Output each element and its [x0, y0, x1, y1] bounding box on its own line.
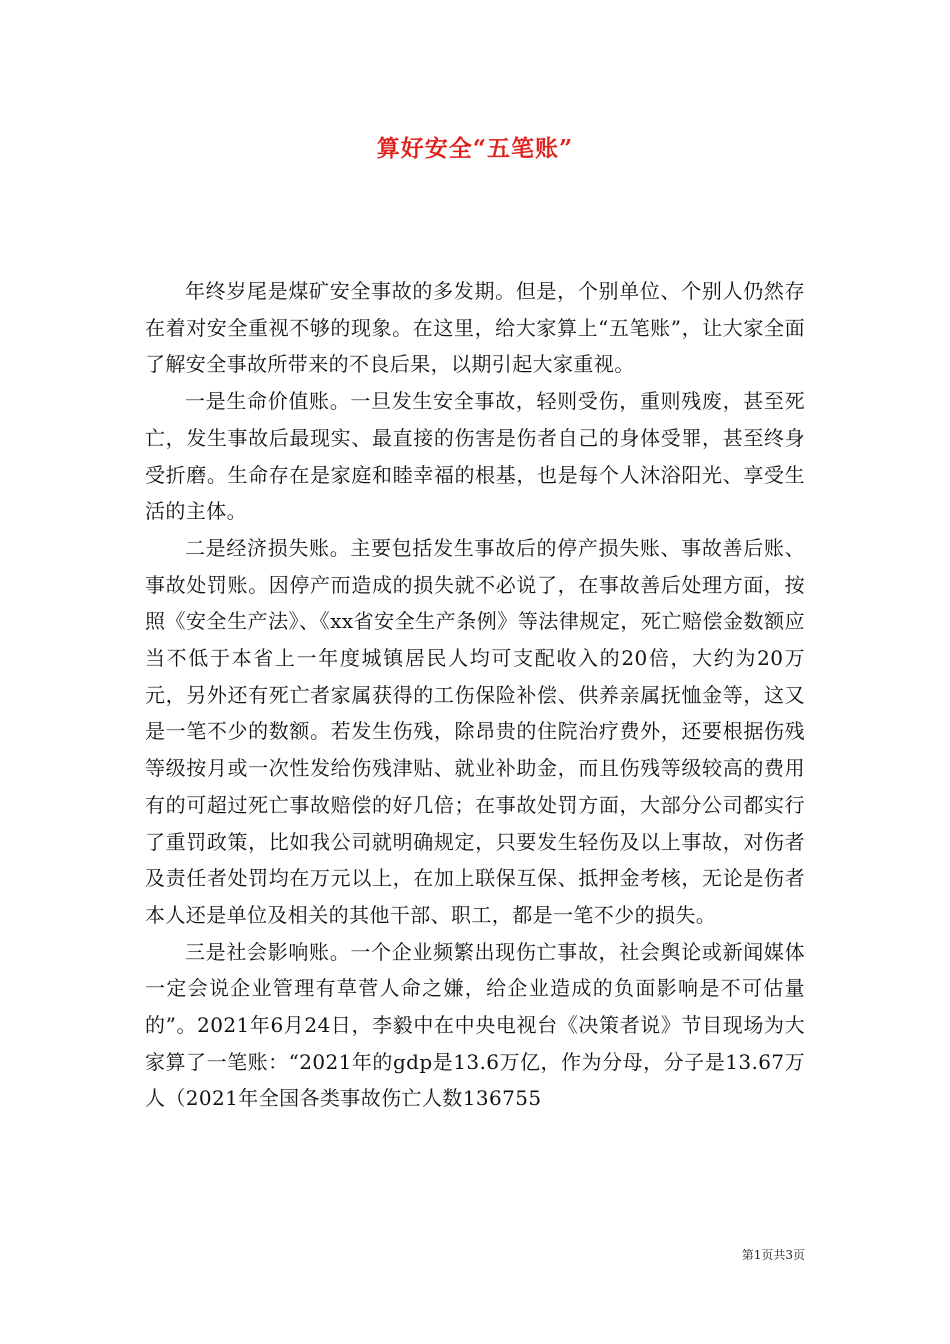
document-body	[145, 273, 805, 1117]
paragraph-intro: 年终岁尾是煤矿安全事故的多发期。但是，个别单位、个别人仍然存在着对安全重视不够的现象。在这里，给大家算上“五笔账”，让大家全面了解安全事故所带来的不良后果，以期引起大家重视。	[145, 279, 805, 377]
paragraph-economic-loss: 二是经济损失账。主要包括发生事故后的停产损失账、事故善后账、事故处罚账。因停产而造成的损失就不必说了，在事故善后处理方面，按照《安全生产法》、《xx省安全生产条例》等法律规定，死亡赔偿金数额应当不低于本省上一年度城镇居民人均可支配收入的20倍，大约为20万元，另外还有死亡者家属获得的工伤保险补偿、供养亲属抚恤金等，这又是一笔不少的数额。若发生伤残，除昂贵的住院治疗费外，还要根据伤残等级按月或一次性发给伤残津贴、就业补助金，而且伤残等级较高的费用有的可超过死亡事故赔偿的好几倍；在事故处罚方面，大部分公司都实行了重罚政策，比如我公司就明确规定，只要发生轻伤及以上事故，对伤者及责任者处罚均在万元以上，在加上联保互保、抵押金考核，无论是伤者本人还是单位及相关的其他干部、职工，都是一笔不少的损失。	[145, 535, 805, 927]
document-title: 算好安全“五笔账”	[376, 135, 574, 162]
page-number-label: 第1页共3页	[741, 1248, 805, 1262]
paragraph-life-value: 一是生命价值账。一旦发生安全事故，轻则受伤，重则残废，甚至死亡，发生事故后最现实、最直接的伤害是伤者自己的身体受罪，甚至终身受折磨。生命存在是家庭和睦幸福的根基，也是每个人沐浴阳光、享受生活的主体。	[145, 389, 805, 524]
paragraph-social-impact: 三是社会影响账。一个企业频繁出现伤亡事故，社会舆论或新闻媒体一定会说企业管理有草菅人命之嫌，给企业造成的负面影响是不可估量的”。2021年6月24日，李毅中在中央电视台《决策者说》节目现场为大家算了一笔账：“2021年的gdp是13.6万亿，作为分母，分子是13.67万人（2021年全国各类事故伤亡人数136755	[145, 939, 805, 1111]
page-footer	[742, 1246, 805, 1263]
